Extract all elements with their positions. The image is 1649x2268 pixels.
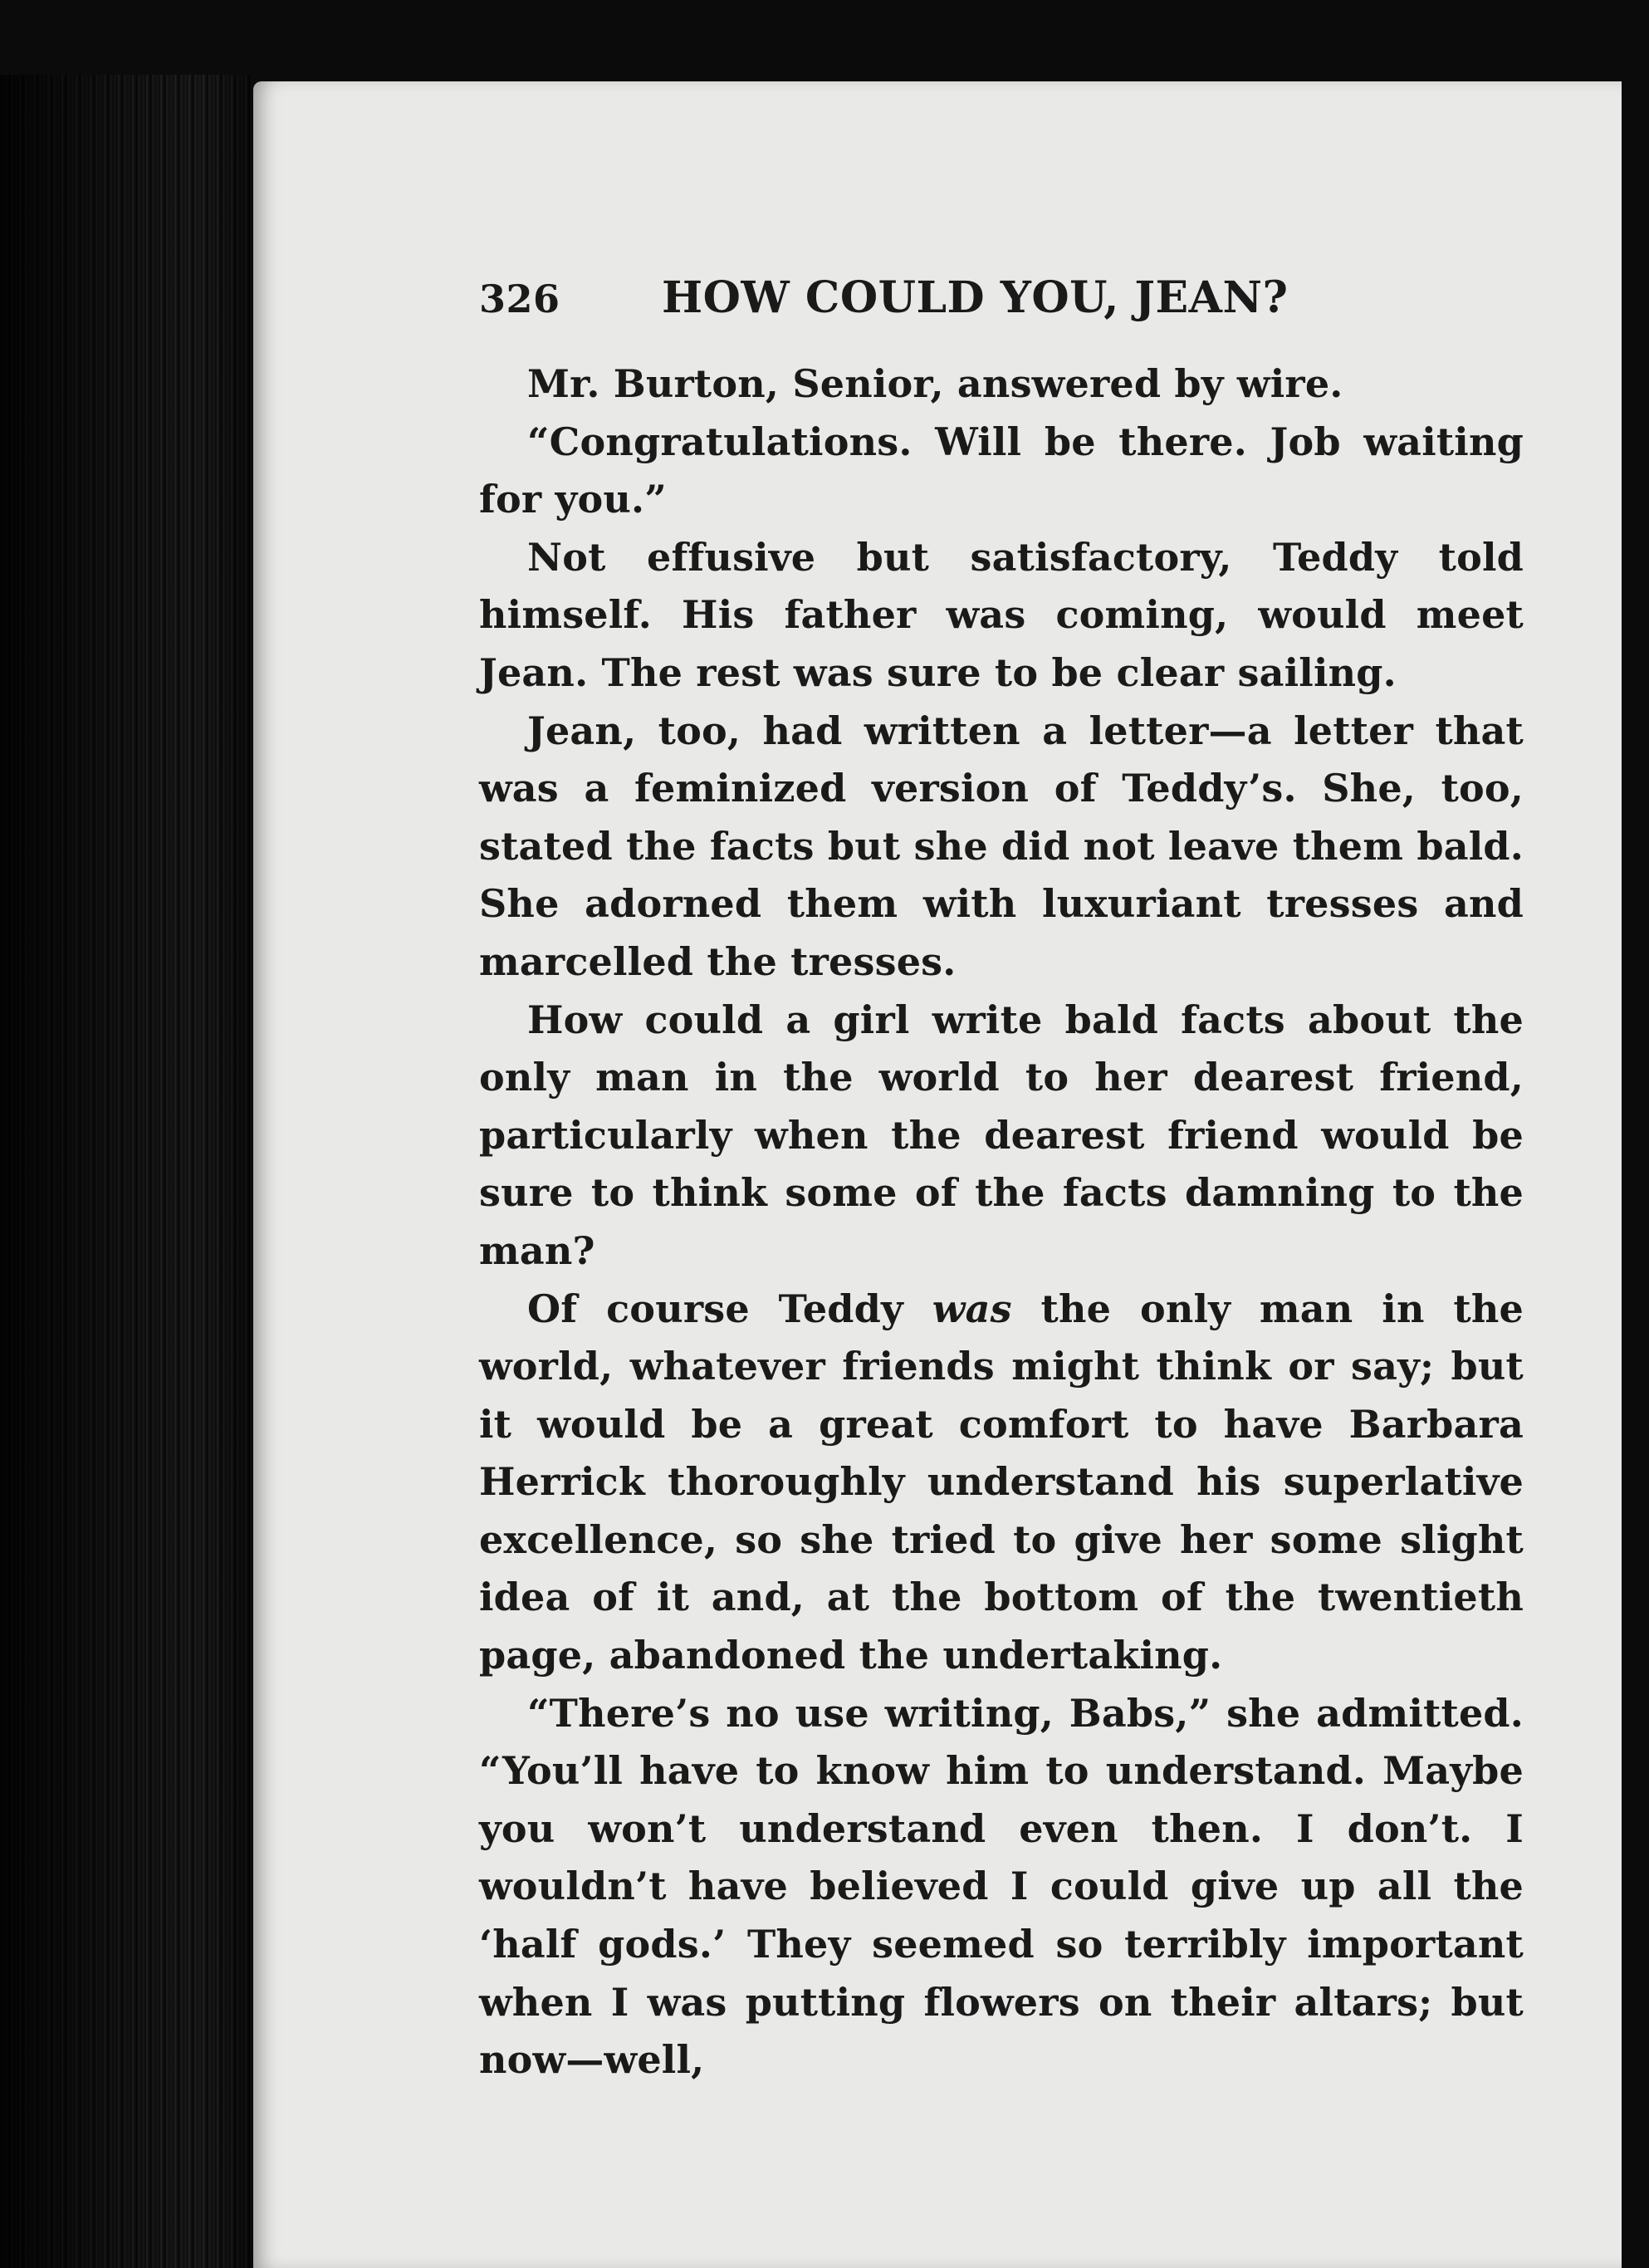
paragraph-6 — [479, 1281, 1524, 1685]
paragraph-6-end: the only man in the world, whatever friends might think or say; but it would be a great comfort to have Barbara Herrick thoroughly understand his superlative excellence, so she tried to give her some slight idea of it and, at the bottom of the twentieth page, abandoned the undertaking. — [479, 1286, 1524, 1678]
paragraph-4: Jean, too, had written a letter—a letter that was a feminized version of Teddy’s. She, too, stated the facts but she did not leave them bald. She adorned them with luxuriant tresses and marcelled the tresses. — [479, 708, 1524, 984]
paragraph-2: “Congratulations. Will be there. Job waiting for you.” — [479, 419, 1524, 522]
text-block — [479, 272, 1524, 2089]
running-title: HOW COULD YOU, JEAN? — [662, 272, 1289, 323]
paragraph-6-emphasis: was — [932, 1286, 1012, 1331]
running-head — [479, 272, 1524, 355]
spine-shadow — [0, 75, 253, 2268]
paragraph-1: Mr. Burton, Senior, answered by wire. — [527, 361, 1343, 406]
paragraph-7: “There’s no use writing, Babs,” she admitted. “You’ll have to know him to understand. Maybe you won’t understand even then. I don’t. I wouldn’t have believed I could give up all the ‘half gods.’ They seemed so terribly important when I was putting flowers on their altars; but now—well, — [479, 1690, 1524, 2083]
paragraph-3: Not effusive but satisfactory, Teddy told himself. His father was coming, would meet Jean. The rest was sure to be clear sailing. — [479, 534, 1524, 695]
paragraph-5: How could a girl write bald facts about the only man in the world to her dearest friend, particularly when the dearest friend would be sure to think some of the facts damning to the man? — [479, 997, 1524, 1273]
page-number: 326 — [479, 277, 560, 321]
page-sheet — [253, 81, 1622, 2268]
paragraph-6-start: Of course Teddy — [527, 1286, 932, 1331]
